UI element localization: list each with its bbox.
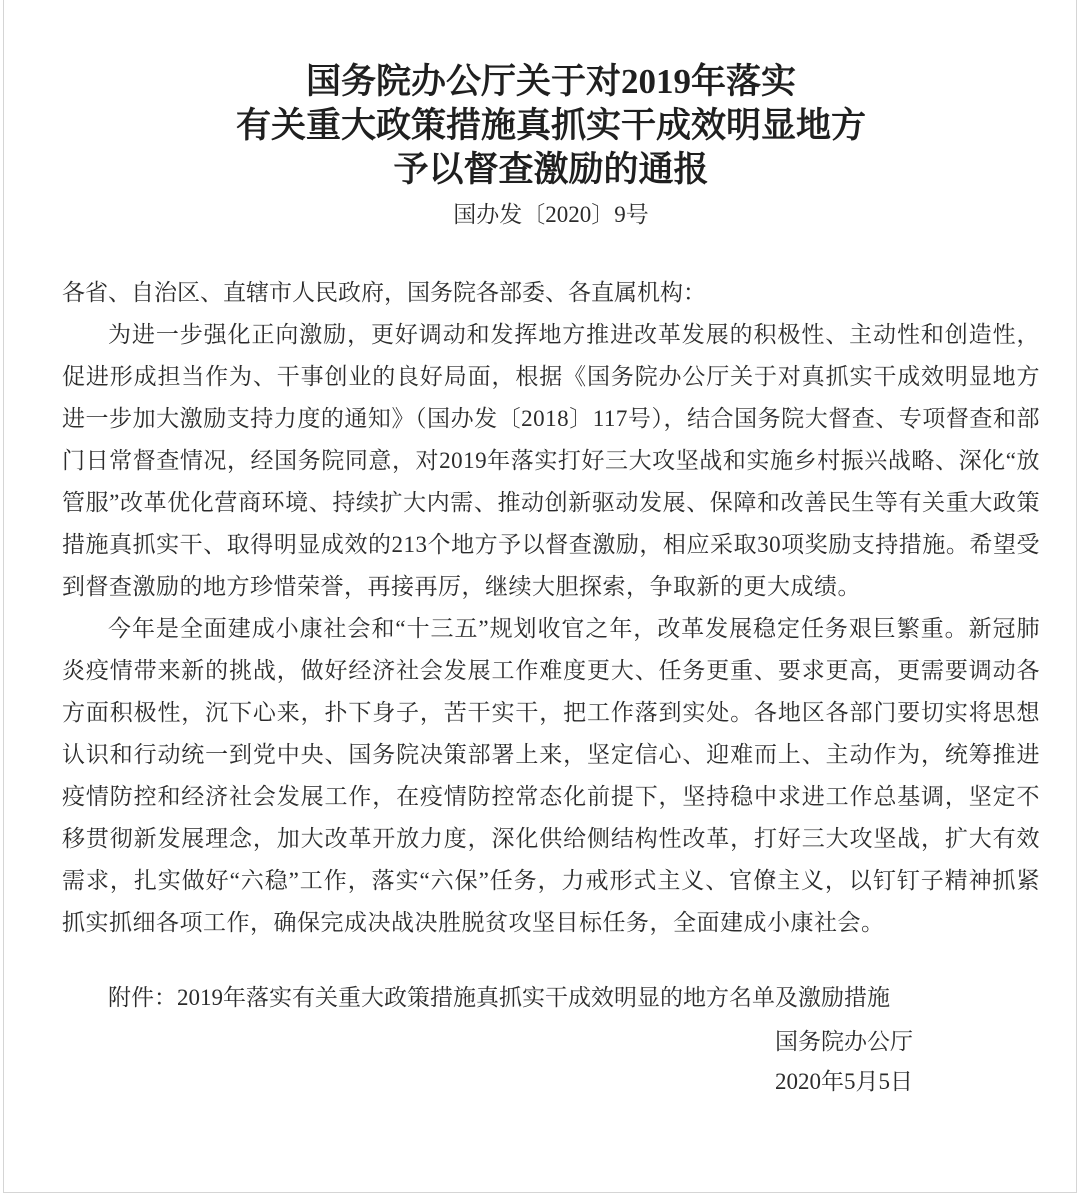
body-paragraph-2: 今年是全面建成小康社会和“十三五”规划收官之年，改革发展稳定任务艰巨繁重。新冠肺炎疫情带来新的挑战，做好经济社会发展工作难度更大、任务更重、要求更高，更需要调动各方面积极性，沉下心来，扑下身子，苦干实干，把工作落到实处。各地区各部门要切实将思想认识和行动统一到党中央、国务院决策部署上来，坚定信心、迎难而上、主动作为，统筹推进疫情防控和经济社会发展工作，在疫情防控常态化前提下，坚持稳中求进工作总基调，坚定不移贯彻新发展理念，加大改革开放力度，深化供给侧结构性改革，打好三大攻坚战，扩大有效需求，扎实做好“六稳”工作，落实“六保”任务，力戒形式主义、官僚主义，以钉钉子精神抓紧抓实抓细各项工作，确保完成决战决胜脱贫攻坚目标任务，全面建成小康社会。 bbox=[62, 616, 1040, 935]
document-number: 国办发〔2020〕9号 bbox=[453, 202, 649, 227]
signature-block bbox=[775, 1022, 913, 1102]
salutation-line: 各省、自治区、直辖市人民政府，国务院各部委、各直属机构： bbox=[62, 280, 706, 305]
attachment-note: 附件：2019年落实有关重大政策措施真抓实干成效明显的地方名单及激励措施 bbox=[108, 985, 890, 1010]
document-title-line-3: 予以督查激励的通报 bbox=[393, 150, 709, 189]
document-title-line-1: 国务院办公厅关于对2019年落实 bbox=[305, 62, 796, 101]
body-paragraph-1: 为进一步强化正向激励，更好调动和发挥地方推进改革发展的积极性、主动性和创造性，促进形成担当作为、干事创业的良好局面，根据《国务院办公厅关于对真抓实干成效明显地方进一步加大激励支持力度的通知》（国办发〔2018〕117号），结合国务院大督查、专项督查和部门日常督查情况，经国务院同意，对2019年落实打好三大攻坚战和实施乡村振兴战略、深化“放管服”改革优化营商环境、持续扩大内需、推动创新驱动发展、保障和改善民生等有关重大政策措施真抓实干、取得明显成效的213个地方予以督查激励，相应采取30项奖励支持措施。希望受到督查激励的地方珍惜荣誉，再接再厉，继续大胆探索，争取新的更大成绩。 bbox=[62, 322, 1041, 599]
signature-date: 2020年5月5日 bbox=[775, 1069, 913, 1094]
signature-agency: 国务院办公厅 bbox=[775, 1029, 913, 1054]
document-title bbox=[62, 0, 1040, 192]
document-title-line-2: 有关重大政策措施真抓实干成效明显地方 bbox=[235, 106, 866, 145]
